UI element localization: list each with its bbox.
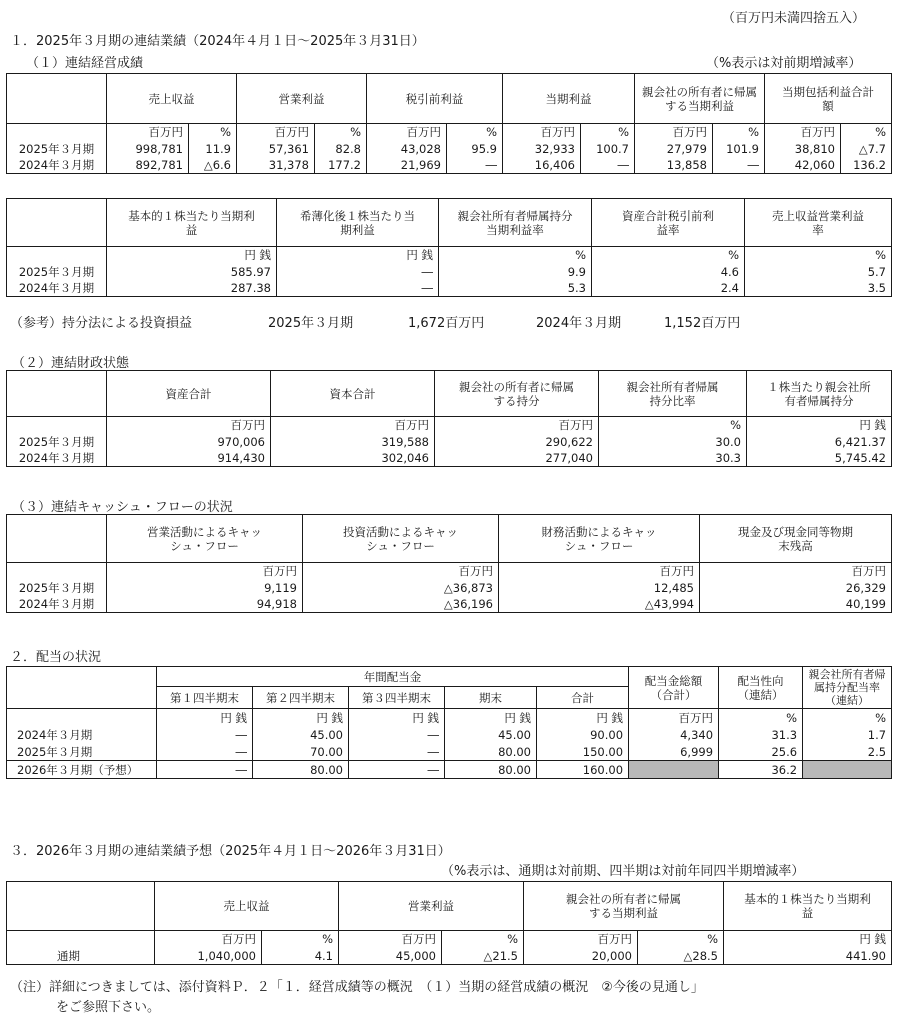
section-2-title: ２．配当の状況	[10, 650, 102, 665]
col-header: 第１四半期末	[157, 687, 253, 709]
value-cell: 585.97	[107, 264, 277, 280]
footnote-line-2: をご参照下さい。	[56, 1000, 161, 1015]
unit-cell: 百万円	[629, 709, 719, 727]
section-3-title: ３．2026年３月期の連結業績予想（2025年４月１日～2026年３月31日）	[10, 844, 451, 859]
col-header: 第２四半期末	[253, 687, 349, 709]
unit-cell: 円 銭	[349, 709, 445, 727]
value-cell: 36.2	[719, 761, 803, 779]
table-row	[7, 280, 892, 297]
unit-cell: 円 銭	[445, 709, 537, 727]
forecast-change-note: （%表示は、通期は対前期、四半期は対前年同四半期増減率）	[441, 864, 805, 879]
unit-cell: 百万円	[107, 124, 189, 141]
unit-cell: %	[638, 931, 724, 948]
value-cell: ―	[157, 761, 253, 779]
col-header: 親会社の所有者に帰属する持分	[435, 371, 599, 417]
value-cell: 31,378	[237, 157, 315, 174]
col-header: 基本的１株当たり当期利益	[724, 882, 892, 931]
per-share-table	[6, 198, 892, 297]
value-cell: ―	[713, 157, 765, 174]
value-cell: ―	[349, 744, 445, 761]
col-header: 当期利益	[503, 74, 635, 124]
financial-position-table	[6, 370, 892, 467]
col-header: 親会社所有者帰属持分配当率（連結）	[803, 667, 892, 709]
unit-cell: 百万円	[700, 563, 892, 580]
unit-cell: %	[581, 124, 635, 141]
value-cell: △36,196	[303, 596, 499, 613]
value-cell: 80.00	[253, 761, 349, 779]
col-header: 期末	[445, 687, 537, 709]
table-row	[7, 948, 892, 965]
reference-period-1: 2025年３月期	[268, 316, 354, 331]
row-label: 2025年３月期	[7, 434, 107, 450]
value-cell: 26,329	[700, 580, 892, 596]
value-cell: 13,858	[635, 157, 713, 174]
subsection-2-title: （２）連結財政状態	[12, 356, 130, 371]
value-cell: 82.8	[315, 141, 367, 157]
row-label: 2025年３月期	[7, 264, 107, 280]
table-row	[7, 141, 892, 157]
table-row	[7, 596, 892, 613]
table-row	[7, 727, 892, 744]
col-header: 財務活動によるキャッシュ・フロー	[499, 515, 700, 563]
col-header: 希薄化後１株当たり当期利益	[277, 199, 439, 247]
col-header: 資本合計	[271, 371, 435, 417]
value-cell: 12,485	[499, 580, 700, 596]
value-cell: ―	[349, 761, 445, 779]
shaded-cell	[803, 761, 892, 779]
unit-cell: %	[262, 931, 339, 948]
unit-cell: 円 銭	[253, 709, 349, 727]
unit-cell: 百万円	[237, 124, 315, 141]
table-row	[7, 264, 892, 280]
row-label: 2024年３月期	[7, 596, 107, 613]
value-cell: 20,000	[524, 948, 638, 965]
value-cell: 4.6	[592, 264, 745, 280]
value-cell: 441.90	[724, 948, 892, 965]
table-row	[7, 157, 892, 174]
unit-cell: 百万円	[271, 417, 435, 434]
value-cell: 1.7	[803, 727, 892, 744]
col-header: 売上収益	[155, 882, 339, 931]
value-cell: 30.0	[599, 434, 747, 450]
unit-cell: 円 銭	[724, 931, 892, 948]
table-row	[7, 580, 892, 596]
row-label: 2024年３月期	[7, 450, 107, 467]
value-cell: 1,040,000	[155, 948, 262, 965]
value-cell: 970,006	[107, 434, 271, 450]
unit-cell: 百万円	[503, 124, 581, 141]
value-cell: 277,040	[435, 450, 599, 467]
value-cell: 5.3	[439, 280, 592, 297]
value-cell: 95.9	[447, 141, 503, 157]
unit-cell: %	[713, 124, 765, 141]
unit-cell: %	[599, 417, 747, 434]
col-header: 営業活動によるキャッシュ・フロー	[107, 515, 303, 563]
value-cell: 43,028	[367, 141, 447, 157]
value-cell: 38,810	[765, 141, 841, 157]
forecast-table	[6, 881, 892, 965]
col-header: 合計	[537, 687, 629, 709]
value-cell: 998,781	[107, 141, 189, 157]
value-cell: 80.00	[445, 761, 537, 779]
unit-cell: 百万円	[435, 417, 599, 434]
col-header: 税引前利益	[367, 74, 503, 124]
unit-cell: %	[189, 124, 237, 141]
value-cell: 57,361	[237, 141, 315, 157]
value-cell: 101.9	[713, 141, 765, 157]
col-header: 親会社所有者帰属持分比率	[599, 371, 747, 417]
currency-rounding-note: （百万円未満四捨五入）	[722, 11, 866, 26]
value-cell: 160.00	[537, 761, 629, 779]
col-header: 売上収益営業利益率	[745, 199, 892, 247]
unit-cell: 円 銭	[157, 709, 253, 727]
value-cell: 6,999	[629, 744, 719, 761]
value-cell: 3.5	[745, 280, 892, 297]
col-header: 第３四半期末	[349, 687, 445, 709]
change-rate-note: （%表示は対前期増減率）	[706, 56, 862, 71]
reference-value-2: 1,152百万円	[664, 316, 741, 331]
value-cell: 319,588	[271, 434, 435, 450]
unit-cell: %	[592, 247, 745, 264]
value-cell: ―	[277, 264, 439, 280]
value-cell: 80.00	[445, 744, 537, 761]
corner-cell	[7, 74, 107, 124]
value-cell: 914,430	[107, 450, 271, 467]
value-cell: 30.3	[599, 450, 747, 467]
unit-cell: %	[315, 124, 367, 141]
col-header: １株当たり親会社所有者帰属持分	[747, 371, 892, 417]
value-cell: 2.5	[803, 744, 892, 761]
unit-cell: 百万円	[635, 124, 713, 141]
value-cell: △36,873	[303, 580, 499, 596]
reference-period-2: 2024年３月期	[536, 316, 622, 331]
value-cell: 45.00	[445, 727, 537, 744]
unit-cell: 円 銭	[107, 247, 277, 264]
row-label: 2025年３月期	[7, 744, 157, 761]
col-header: 資産合計	[107, 371, 271, 417]
value-cell: 892,781	[107, 157, 189, 174]
value-cell: 90.00	[537, 727, 629, 744]
value-cell: ―	[157, 744, 253, 761]
table-row	[7, 761, 892, 779]
col-header: 親会社の所有者に帰属する当期利益	[635, 74, 765, 124]
value-cell: 42,060	[765, 157, 841, 174]
value-cell: 100.7	[581, 141, 635, 157]
col-header: 親会社の所有者に帰属する当期利益	[524, 882, 724, 931]
value-cell: ―	[277, 280, 439, 297]
value-cell: 45.00	[253, 727, 349, 744]
unit-cell: %	[745, 247, 892, 264]
col-header: 基本的１株当たり当期利益	[107, 199, 277, 247]
col-header: 投資活動によるキャッシュ・フロー	[303, 515, 499, 563]
value-cell: 9,119	[107, 580, 303, 596]
value-cell: 6,421.37	[747, 434, 892, 450]
col-header: 配当性向（連結）	[719, 667, 803, 709]
value-cell: 21,969	[367, 157, 447, 174]
unit-cell: 百万円	[367, 124, 447, 141]
unit-cell: 円 銭	[537, 709, 629, 727]
row-label: 2026年３月期（予想）	[7, 761, 157, 779]
value-cell: 32,933	[503, 141, 581, 157]
value-cell: 287.38	[107, 280, 277, 297]
value-cell: 9.9	[439, 264, 592, 280]
col-header: 営業利益	[339, 882, 524, 931]
value-cell: 11.9	[189, 141, 237, 157]
value-cell: △6.6	[189, 157, 237, 174]
value-cell: △21.5	[442, 948, 524, 965]
col-header: 当期包括利益合計額	[765, 74, 892, 124]
shaded-cell	[629, 761, 719, 779]
value-cell: △7.7	[841, 141, 892, 157]
table-row	[7, 434, 892, 450]
unit-cell: %	[447, 124, 503, 141]
value-cell: 4.1	[262, 948, 339, 965]
value-cell: 4,340	[629, 727, 719, 744]
value-cell: 25.6	[719, 744, 803, 761]
value-cell: 290,622	[435, 434, 599, 450]
value-cell: 16,406	[503, 157, 581, 174]
operating-results-table	[6, 73, 892, 174]
row-label: 2024年３月期	[7, 157, 107, 174]
value-cell: △43,994	[499, 596, 700, 613]
value-cell: ―	[157, 727, 253, 744]
unit-cell: %	[442, 931, 524, 948]
value-cell: ―	[447, 157, 503, 174]
unit-cell: 百万円	[339, 931, 442, 948]
unit-cell: %	[439, 247, 592, 264]
value-cell: 27,979	[635, 141, 713, 157]
table-row	[7, 744, 892, 761]
row-label: 2025年３月期	[7, 141, 107, 157]
value-cell: 177.2	[315, 157, 367, 174]
value-cell: △28.5	[638, 948, 724, 965]
unit-cell: %	[841, 124, 892, 141]
col-header: 親会社所有者帰属持分当期利益率	[439, 199, 592, 247]
footnote-line-1: （注）詳細につきましては、添付資料Ｐ．２「１．経営成績等の概況 （１）当期の経営成績の概況 ②今後の見通し」	[10, 980, 704, 995]
unit-cell: 百万円	[155, 931, 262, 948]
col-header: 売上収益	[107, 74, 237, 124]
row-label: 2025年３月期	[7, 580, 107, 596]
corner-cell	[7, 667, 157, 709]
unit-cell: 百万円	[303, 563, 499, 580]
unit-cell: 円 銭	[747, 417, 892, 434]
row-label: 2024年３月期	[7, 727, 157, 744]
unit-cell: 百万円	[524, 931, 638, 948]
col-header: 営業利益	[237, 74, 367, 124]
row-label: 通期	[7, 948, 155, 965]
value-cell: 2.4	[592, 280, 745, 297]
value-cell: 94,918	[107, 596, 303, 613]
value-cell: ―	[581, 157, 635, 174]
value-cell: 5,745.42	[747, 450, 892, 467]
value-cell: ―	[349, 727, 445, 744]
dividends-table	[6, 666, 892, 779]
col-header: 現金及び現金同等物期末残高	[700, 515, 892, 563]
subsection-3-title: （３）連結キャッシュ・フローの状況	[12, 500, 233, 515]
unit-cell: 百万円	[499, 563, 700, 580]
value-cell: 31.3	[719, 727, 803, 744]
unit-cell: %	[719, 709, 803, 727]
value-cell: 150.00	[537, 744, 629, 761]
value-cell: 302,046	[271, 450, 435, 467]
value-cell: 5.7	[745, 264, 892, 280]
value-cell: 40,199	[700, 596, 892, 613]
table-row	[7, 450, 892, 467]
value-cell: 70.00	[253, 744, 349, 761]
col-header: 資産合計税引前利益率	[592, 199, 745, 247]
unit-cell: 百万円	[107, 563, 303, 580]
value-cell: 45,000	[339, 948, 442, 965]
unit-cell: 円 銭	[277, 247, 439, 264]
equity-method-reference-label: （参考）持分法による投資損益	[10, 316, 193, 331]
unit-cell: 百万円	[107, 417, 271, 434]
subsection-1-title: （１）連結経営成績	[26, 56, 144, 71]
row-label: 2024年３月期	[7, 280, 107, 297]
value-cell: 136.2	[841, 157, 892, 174]
unit-cell: 百万円	[765, 124, 841, 141]
unit-cell: %	[803, 709, 892, 727]
reference-value-1: 1,672百万円	[408, 316, 485, 331]
cash-flow-table	[6, 514, 892, 613]
section-1-title: １．2025年３月期の連結業績（2024年４月１日～2025年３月31日）	[10, 34, 425, 49]
col-header: 配当金総額（合計）	[629, 667, 719, 709]
annual-dividend-header: 年間配当金	[157, 667, 629, 687]
